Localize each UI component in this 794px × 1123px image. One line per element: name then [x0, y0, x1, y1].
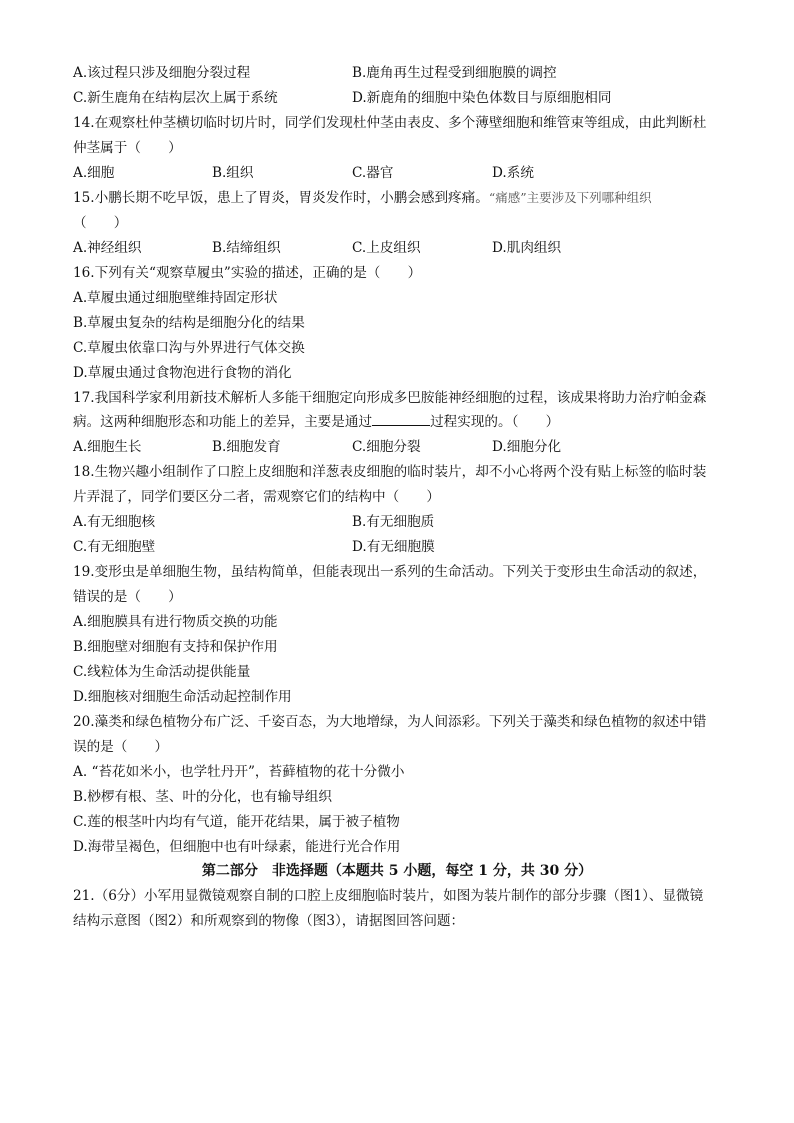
q14-option-d: D.系统	[492, 165, 534, 181]
q13-option-b: B.鹿角再生过程受到细胞膜的调控	[352, 65, 557, 81]
q15-stem-line2: （ ）	[73, 215, 128, 231]
q18-option-a: A.有无细胞核	[73, 514, 156, 530]
q15-option-b: B.结缔组织	[212, 240, 281, 256]
q16-option-b: B.草履虫复杂的结构是细胞分化的结果	[73, 315, 305, 331]
q13-option-c: C.新生鹿角在结构层次上属于系统	[73, 90, 278, 106]
q19-option-a: A.细胞膜具有进行物质交换的功能	[73, 614, 278, 630]
q19-stem-line1: 19.变形虫是单细胞生物，虽结构简单，但能表现出一系列的生命活动。下列关于变形虫生命活动的叙述，	[73, 564, 707, 580]
q13-option-d: D.新鹿角的细胞中染色体数目与原细胞相同	[352, 90, 612, 106]
q19-option-d: D.细胞核对细胞生命活动起控制作用	[73, 689, 292, 705]
q18-option-d: D.有无细胞膜	[352, 539, 435, 555]
q17-option-d: D.细胞分化	[492, 439, 562, 455]
q20-option-c: C.莲的根茎叶内均有气道，能开花结果，属于被子植物	[73, 814, 400, 830]
answer-blank	[372, 413, 430, 426]
q18-option-c: C.有无细胞壁	[73, 539, 156, 555]
q17-stem-line2	[73, 412, 559, 432]
q17-stem-line1: 17.我国科学家利用新技术解析人多能干细胞定向形成多巴胺能神经细胞的过程，该成果将助力治疗帕金森	[73, 390, 707, 406]
q19-option-c: C.线粒体为生命活动提供能量	[73, 664, 251, 680]
q20-option-d: D.海带呈褐色，但细胞中也有叶绿素，能进行光合作用	[73, 839, 401, 855]
q18-stem-line1: 18.生物兴趣小组制作了口腔上皮细胞和洋葱表皮细胞的临时装片，却不小心将两个没有贴上标签的临时装	[73, 464, 707, 480]
q18-stem-line2: 片弄混了，同学们要区分二者，需观察它们的结构中（ ）	[73, 489, 441, 505]
q16-option-c: C.草履虫依靠口沟与外界进行气体交换	[73, 340, 305, 356]
q13-option-a: A.该过程只涉及细胞分裂过程	[73, 65, 251, 81]
q19-stem-line2: 错误的是（ ）	[73, 589, 182, 605]
q14-option-b: B.组织	[212, 165, 254, 181]
q14-stem-line1: 14.在观察杜仲茎横切临时切片时，同学们发现杜仲茎由表皮、多个薄壁细胞和维管束等组成，由此判断杜	[73, 115, 707, 131]
q15-option-a: A.神经组织	[73, 240, 142, 256]
section-heading: 第二部分 非选择题（本题共 5 小题，每空 1 分，共 30 分）	[201, 863, 593, 879]
q16-option-d: D.草履虫通过食物泡进行食物的消化	[73, 365, 292, 381]
q15-stem-tail: “痛感”主要涉及下列哪种组织	[488, 190, 652, 205]
q14-option-a: A.细胞	[73, 165, 115, 181]
q16-option-a: A.草履虫通过细胞壁维持固定形状	[73, 290, 278, 306]
q17-stem-pre: 病。这两种细胞形态和功能上的差异，主要是通过	[73, 414, 373, 430]
q15-option-c: C.上皮组织	[352, 240, 421, 256]
q15-stem-main: 15.小鹏长期不吃早饭，患上了胃炎，胃炎发作时，小鹏会感到疼痛。	[73, 190, 489, 206]
q20-stem-line1: 20.藻类和绿色植物分布广泛、千姿百态，为大地增绿，为人间添彩。下列关于藻类和绿色植物的叙述中错	[73, 714, 707, 730]
q19-option-b: B.细胞壁对细胞有支持和保护作用	[73, 639, 278, 655]
q21-stem-line1: 21.（6分）小军用显微镜观察自制的口腔上皮细胞临时装片，如图为装片制作的部分步骤（图1）、显微镜	[73, 888, 704, 904]
q20-option-b: B.桫椤有根、茎、叶的分化，也有输导组织	[73, 789, 332, 805]
q14-option-c: C.器官	[352, 165, 394, 181]
q20-stem-line2: 误的是（ ）	[73, 739, 169, 755]
q15-stem-line1	[73, 188, 652, 208]
q18-option-b: B.有无细胞质	[352, 514, 435, 530]
q17-option-c: C.细胞分裂	[352, 439, 421, 455]
q17-option-a: A.细胞生长	[73, 439, 142, 455]
q16-stem: 16.下列有关“观察草履虫”实验的描述，正确的是（ ）	[73, 265, 422, 281]
q17-option-b: B.细胞发育	[212, 439, 281, 455]
q21-stem-line2: 结构示意图（图2）和所观察到的物像（图3），请据图回答问题：	[73, 913, 465, 929]
q17-stem-post: 过程实现的。（ ）	[430, 414, 560, 430]
q15-option-d: D.肌肉组织	[492, 240, 562, 256]
q20-option-a: A. “苔花如米小，也学牡丹开”，苔藓植物的花十分微小	[73, 764, 405, 780]
q14-stem-line2: 仲茎属于（ ）	[73, 140, 182, 156]
